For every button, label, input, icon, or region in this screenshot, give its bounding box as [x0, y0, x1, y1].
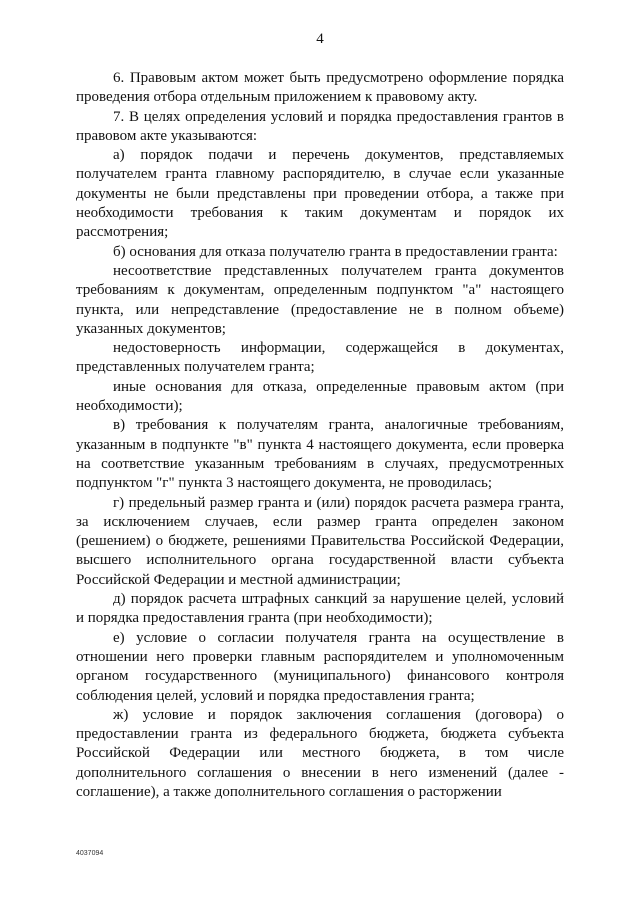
refusal-ground-1: несоответствие представленных получателем гранта документов требованиям к документам, определенным подпунктом "а" настоящего пункта, или непредставление (предоставление не в полном объеме) указанных документов;: [76, 262, 564, 337]
paragraph-7: 7. В целях определения условий и порядка предоставления грантов в правовом акте указываются:: [76, 108, 564, 144]
subparagraph-a: а) порядок подачи и перечень документов, представляемых получателем гранта главному распорядителю, в случае если указанные документы не были представлены при проведении отбора, а также при необходимости требования к таким документам и порядок их рассмотрения;: [76, 147, 564, 241]
subparagraph-e: е) условие о согласии получателя гранта на осуществление в отношении него проверки главным распорядителем и уполномоченным органом государственного (муниципального) финансового контроля соблюдения целей, условий и порядка предоставления гранта;: [76, 629, 564, 704]
page-number: 4: [316, 31, 324, 47]
subparagraph-v: в) требования к получателям гранта, аналогичные требованиям, указанным в подпункте "в" пункта 4 настоящего документа, если проверка на соответствие указанным требованиям в случаях, предусмотренных подпунктом "г" пункта 3 настоящего документа, не проводилась;: [76, 417, 564, 492]
paragraph-6: 6. Правовым актом может быть предусмотрено оформление порядка проведения отбора отдельным приложением к правовому акту.: [76, 70, 564, 106]
refusal-ground-3: иные основания для отказа, определенные правовым актом (при необходимости);: [76, 378, 564, 415]
subparagraph-g: г) предельный размер гранта и (или) порядок расчета размера гранта, за исключением случаев, если размер гранта определен законом (решением) о бюджете, решениями Правительства Российской Федерации, высшего исполнительного органа государственной власти субъекта Российской Федерации и местной администрации;: [76, 494, 564, 588]
refusal-ground-2: недостоверность информации, содержащейся в документах, представленных получателем гранта;: [76, 340, 564, 376]
document-body: [76, 69, 564, 802]
footer-document-code: 4037094: [76, 850, 104, 857]
subparagraph-b: б) основания для отказа получателю гранта в предоставлении гранта:: [113, 243, 558, 260]
subparagraph-d: д) порядок расчета штрафных санкций за нарушение целей, условий и порядка предоставления гранта (при необходимости);: [76, 591, 564, 627]
subparagraph-zh: ж) условие и порядок заключения соглашения (договора) о предоставлении гранта из федерального бюджета, бюджета субъекта Российской Федерации или местного бюджета, в том числе дополнительного соглашения о внесении в него изменений (далее - соглашение), а также дополнительного соглашения о расторжении: [76, 706, 564, 800]
